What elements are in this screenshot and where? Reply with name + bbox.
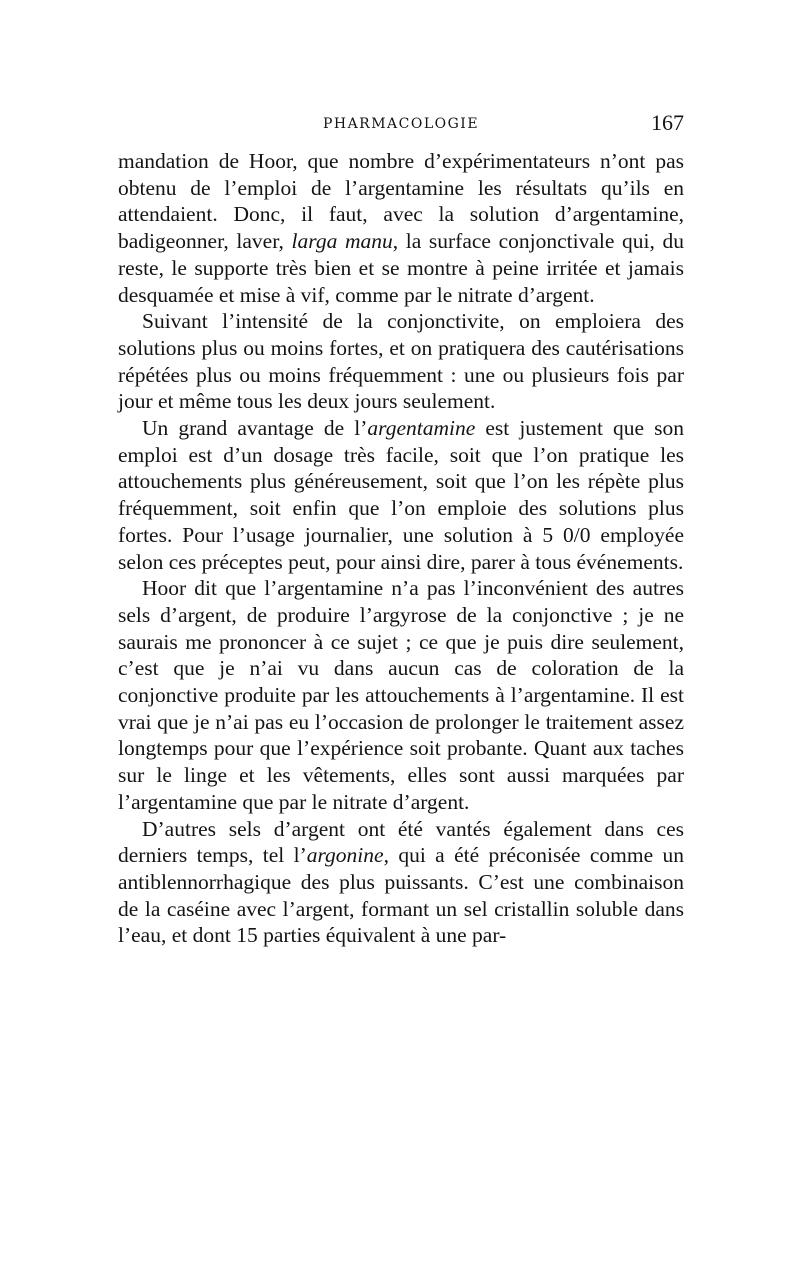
paragraph (118, 308, 684, 415)
text-run: D’autres sels d’argent ont été vantés également dans ces derniers temps, tel l’ (118, 816, 684, 868)
paragraph (118, 575, 684, 815)
italic-text: argonine (306, 843, 384, 868)
paragraph (118, 415, 684, 575)
text-run: est justement que son emploi est d’un dosage très facile, soit que l’on pratique les attouchements plus généreusement, soit que l’on les répète plus fréquemment, soit enfin que l’on emploie des solutions plus fortes. Pour l’usage journalier, une solution à 5 0/0 employée selon ces préceptes peut, pour ainsi dire, parer à tous événements. (118, 416, 684, 574)
body-text (118, 148, 684, 949)
italic-text: larga manu (291, 229, 393, 254)
text-run: Hoor dit que l’argentamine n’a pas l’inconvénient des autres sels d’argent, de produire l’argyrose de la conjonctive ; je ne saurais me prononcer à ce sujet ; ce que je puis dire seulement, c’est que je n’ai vu dans aucun cas de coloration de la conjonctive produite par les attouchements à l’argentamine. Il est vrai que je n’ai pas eu l’occasion de prolonger le traitement assez longtemps pour que l’expérience soit probante. Quant aux taches sur le linge et les vêtements, elles sont aussi marquées par l’argentamine que par le nitrate d’argent. (118, 576, 684, 814)
running-head-title: PHARMACOLOGIE (322, 116, 480, 132)
paragraph (118, 816, 684, 950)
page-number: 167 (651, 110, 684, 135)
paragraph-continued (118, 148, 684, 308)
text-run: , la surface conjonctivale qui, du reste, le supporte très bien et se montre à peine irritée et jamais desquamée et mise à vif, comme par le nitrate d’argent. (118, 229, 684, 307)
text-run: Un grand avantage de l’ (142, 416, 368, 441)
italic-text: argentamine (367, 416, 476, 441)
running-head (118, 110, 684, 140)
text-run: Suivant l’intensité de la conjonctivite, on emploiera des solutions plus ou moins fortes, et on pratiquera des cautérisations répétées plus ou moins fréquemment : une ou plusieurs fois par jour et même tous les deux jours seulement. (118, 309, 684, 414)
text-run: mandation de Hoor, que nombre d’expérimentateurs n’ont pas obtenu de l’emploi de l’argentamine les résultats qu’ils en attendaient. Donc, il faut, avec la solution d’argentamine, badigeonner, laver, (118, 149, 684, 254)
text-run: , qui a été préconisée comme un antiblennorrhagique des plus puissants. C’est une combinaison de la caséine avec l’argent, formant un sel cristallin soluble dans l’eau, et dont 15 parties équivalent à une par- (118, 843, 684, 948)
